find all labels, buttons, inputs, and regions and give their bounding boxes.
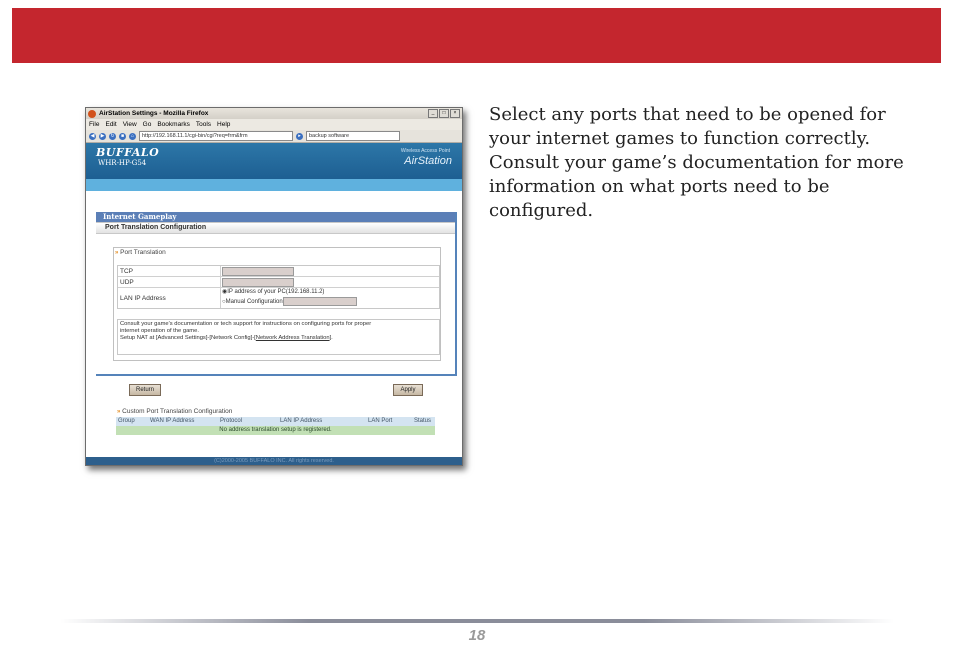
model-name: WHR-HP-G54: [98, 159, 147, 167]
udp-row: [118, 277, 439, 288]
double-arrow-icon: »: [117, 409, 121, 415]
footer-rule: [60, 619, 894, 623]
table-empty-row: No address translation setup is registered.: [116, 426, 435, 435]
minimize-icon[interactable]: _: [428, 109, 438, 118]
page-number: 18: [468, 627, 486, 644]
menu-bookmarks[interactable]: Bookmarks: [157, 121, 190, 128]
double-arrow-icon: »: [115, 250, 119, 256]
product-tag: Wireless Access Point: [400, 148, 450, 154]
window-title: AirStation Settings - Mozilla Firefox: [99, 110, 209, 117]
lan-ip-label: LAN IP Address: [118, 288, 221, 308]
home-icon[interactable]: ⌂: [130, 132, 135, 139]
port-translation-label: Port Translation: [120, 249, 166, 256]
section-title: Internet Gameplay: [96, 212, 455, 222]
browser-screenshot: [85, 107, 463, 466]
tcp-label: TCP: [118, 266, 221, 276]
manual-ip-input[interactable]: [283, 297, 357, 306]
table-header: [116, 417, 435, 426]
maximize-icon[interactable]: □: [439, 109, 449, 118]
port-translation-box: [113, 247, 441, 361]
nat-link[interactable]: Network Address Translation: [255, 335, 330, 341]
apply-button[interactable]: Apply: [393, 384, 423, 396]
menu-go[interactable]: Go: [142, 121, 152, 128]
menu-edit[interactable]: Edit: [105, 121, 117, 128]
tcp-input[interactable]: [222, 267, 294, 276]
menu-view[interactable]: View: [122, 121, 137, 128]
udp-input[interactable]: [222, 278, 294, 287]
radio-manual-icon[interactable]: ○: [222, 299, 226, 306]
back-icon[interactable]: ◀: [90, 132, 95, 139]
search-field[interactable]: backup software: [306, 131, 400, 141]
instruction-text: Select any ports that need to be opened for your internet games to function correctly. Consult your game’s documentation for more information on what ports need to be configured.: [489, 104, 904, 221]
menu-bar: [86, 119, 462, 130]
col-group: Group: [118, 418, 135, 424]
radio-ip-label: IP address of your PC(192.168.11.2): [227, 289, 325, 296]
col-lan-ip: LAN IP Address: [280, 418, 323, 424]
port-form-table: [117, 265, 440, 309]
menu-help[interactable]: Help: [217, 121, 231, 128]
menu-file[interactable]: File: [89, 121, 100, 128]
go-icon[interactable]: ▸: [296, 133, 303, 140]
brand-logo: BUFFALO: [96, 146, 160, 159]
url-bar[interactable]: http://192.168.11.1/cgi-bin/cgi?req=frm&frm: [139, 131, 293, 141]
col-wan-ip: WAN IP Address: [150, 418, 195, 424]
reload-icon[interactable]: ↻: [110, 132, 115, 139]
gameplay-panel: [96, 212, 457, 376]
radio-ip-selected-icon[interactable]: ◉: [222, 289, 228, 296]
custom-port-table: [116, 417, 435, 435]
product-logo: AirStation: [404, 155, 452, 167]
udp-label: UDP: [118, 277, 221, 287]
window-titlebar: [86, 108, 462, 119]
close-icon[interactable]: ×: [450, 109, 460, 118]
stop-icon[interactable]: ■: [120, 132, 125, 139]
tcp-row: [118, 266, 439, 277]
router-brand-header: [86, 143, 462, 179]
col-status: Status: [414, 418, 432, 424]
forward-icon[interactable]: ▶: [100, 132, 105, 139]
return-button[interactable]: Return: [129, 384, 161, 396]
help-note: Consult your game's documentation or tech support for instructions on configuring ports for proper internet operation of the game. Setup NAT at [Advanced Settings]-[Network Config]-[Network Address Translation].: [117, 319, 440, 355]
menu-tools[interactable]: Tools: [195, 121, 212, 128]
lan-ip-row: [118, 288, 439, 308]
col-lan-port: LAN Port: [368, 418, 393, 424]
nav-toolbar: [86, 130, 462, 143]
header-stripe: [86, 179, 462, 191]
header-banner: [12, 8, 941, 63]
firefox-icon: [88, 110, 96, 118]
subsection-title: Port Translation Configuration: [96, 222, 455, 234]
copyright-footer: (C)2000-2005 BUFFALO INC. All rights reserved.: [86, 457, 462, 465]
col-protocol: Protocol: [220, 418, 243, 424]
custom-port-title: Custom Port Translation Configuration: [122, 408, 233, 415]
radio-manual-label: Manual Configuration: [225, 299, 283, 306]
